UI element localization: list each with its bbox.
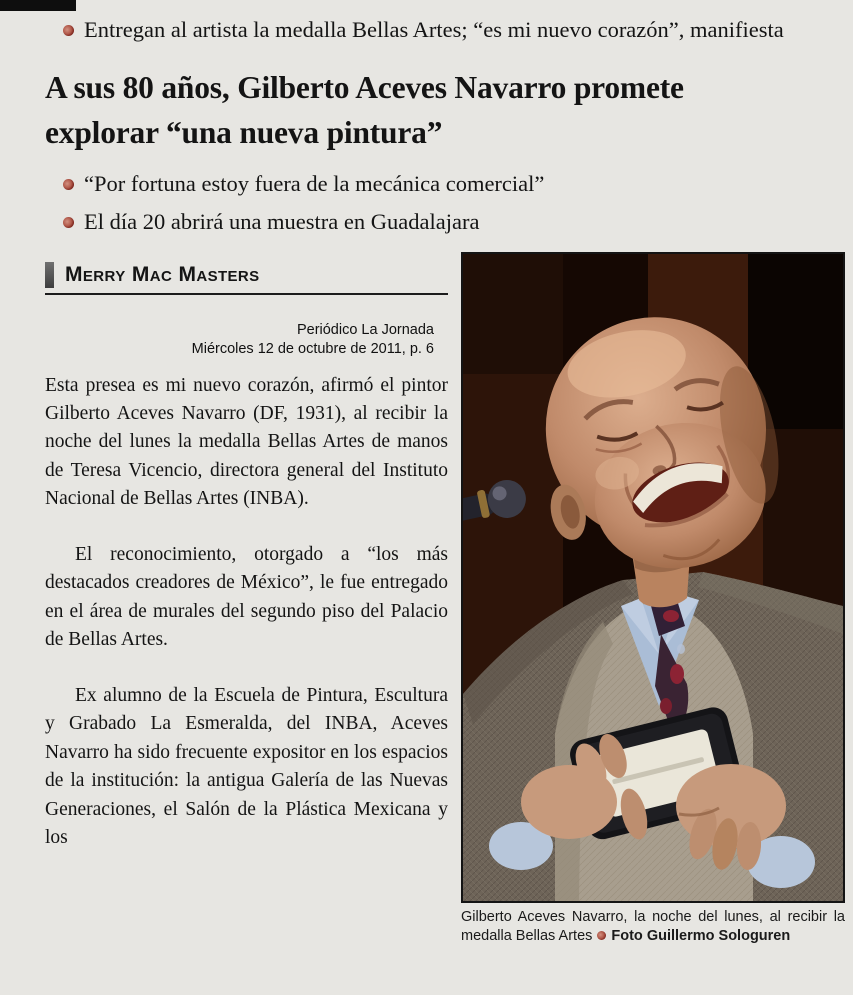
subhead-text: “Por fortuna estoy fuera de la mecánica comercial” — [84, 170, 545, 196]
caption-text-tail: Artes — [558, 927, 593, 944]
body-paragraph: Esta presea es mi nuevo corazón, afirmó el pintor Gilberto Aceves Navarro (DF, 1931), al recibir la noche del lunes la medalla Bellas Artes de manos de Teresa Vicencio, directora general del Instituto Nacional de Bellas Artes (INBA). — [45, 374, 448, 510]
lede-item — [45, 16, 820, 45]
article-columns — [45, 252, 845, 945]
publication-date: Miércoles 12 de octubre de 2011, p. 6 — [191, 340, 434, 357]
byline-bar — [45, 262, 54, 288]
photo-column — [461, 252, 845, 945]
article-photo — [463, 254, 843, 901]
list-bullet-icon — [63, 179, 74, 190]
caption-credit-group — [559, 928, 791, 944]
byline-block — [45, 262, 448, 295]
article-content — [45, 0, 845, 946]
photo-caption — [461, 908, 845, 945]
article-photo-frame — [461, 252, 845, 903]
article-headline: A sus 80 años, Gilberto Aceves Navarro promete explorar “una nueva pintura” — [45, 69, 684, 151]
text-column — [45, 252, 448, 945]
subhead-list — [45, 169, 845, 237]
subhead-text: El día 20 abrirá una muestra en Guadalajara — [84, 209, 480, 235]
byline-author: Merry Mac Masters — [65, 263, 260, 287]
publication-name: Periódico La Jornada — [296, 322, 434, 339]
subhead-item — [45, 207, 845, 236]
caption-text: Gilberto Aceves Navarro, la noche del lunes, al recibir la medalla Bellas — [461, 909, 845, 944]
list-bullet-icon — [63, 25, 74, 36]
body-paragraph: El reconocimiento, otorgado a “los más destacados creadores de México”, le fue entregado en el área de murales del segundo piso del Palacio de Bellas Artes. — [45, 543, 448, 651]
photo-credit: Foto Guillermo Sologuren — [611, 927, 791, 944]
list-bullet-icon — [63, 217, 74, 228]
subhead-item — [45, 169, 845, 198]
dateline — [45, 321, 448, 358]
body-paragraph: Ex alumno de la Escuela de Pintura, Escultura y Grabado La Esmeralda, del INBA, Aceves Navarro ha sido frecuente expositor en los espacios de la institución: la antigua Galería de las Nuevas Generaciones, el Salón de la Plástica Mexicana y los — [45, 684, 448, 849]
lede-text: Entregan al artista la medalla Bellas Artes; “es mi nuevo corazón”, manifiesta — [84, 17, 784, 42]
caption-bullet-icon — [597, 931, 606, 940]
